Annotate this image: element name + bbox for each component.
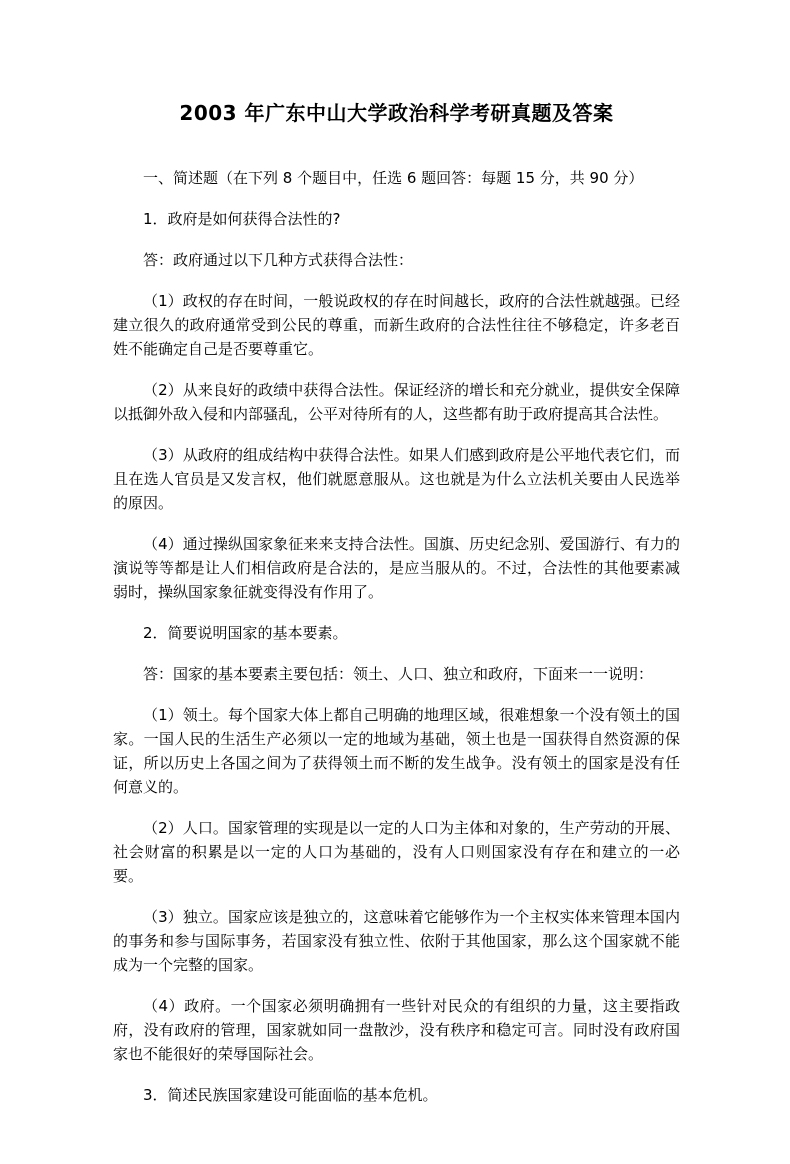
answer-1-point-2: （2）从来良好的政绩中获得合法性。保证经济的增长和充分就业，提供安全保障以抵御外敌入侵和内部骚乱，公平对待所有的人，这些都有助于政府提高其合法性。: [113, 381, 680, 423]
question-1: 1．政府是如何获得合法性的?: [143, 210, 341, 228]
question-2: 2．简要说明国家的基本要素。: [143, 624, 348, 642]
answer-1-point-3: （3）从政府的组成结构中获得合法性。如果人们感到政府是公平地代表它们，而且在选人官员是又发言权，他们就愿意服从。这也就是为什么立法机关要由人民选举的原因。: [113, 446, 680, 512]
answer-2-point-3: （3）独立。国家应该是独立的，这意味着它能够作为一个主权实体来管理本国内的事务和参与国际事务，若国家没有独立性、依附于其他国家，那么这个国家就不能成为一个完整的国家。: [113, 908, 680, 974]
answer-2-intro: 答：国家的基本要素主要包括：领土、人口、独立和政府，下面来一一说明：: [143, 665, 654, 683]
document-title: 2003 年广东中山大学政治科学考研真题及答案: [179, 101, 614, 125]
answer-1-intro: 答：政府通过以下几种方式获得合法性：: [143, 251, 414, 269]
answer-2-point-4: （4）政府。一个国家必须明确拥有一些针对民众的有组织的力量，这主要指政府，没有政府的管理，国家就如同一盘散沙，没有秩序和稳定可言。同时没有政府国家也不能很好的荣辱国际社会。: [113, 997, 680, 1063]
answer-2-point-2: （2）人口。国家管理的实现是以一定的人口为主体和对象的，生产劳动的开展、社会财富的积累是以一定的人口为基础的，没有人口则国家没有存在和建立的一必要。: [113, 819, 680, 885]
question-3: 3．简述民族国家建设可能面临的基本危机。: [143, 1086, 438, 1104]
answer-1-point-4: （4）通过操纵国家象征来来支持合法性。国旗、历史纪念别、爱国游行、有力的演说等等都是让人们相信政府是合法的，是应当服从的。不过，合法性的其他要素减弱时，操纵国家象征就变得没有作用了。: [113, 535, 680, 601]
answer-1-point-1: （1）政权的存在时间，一般说政权的存在时间越长，政府的合法性就越强。已经建立很久的政府通常受到公民的尊重，而新生政府的合法性往往不够稳定，许多老百姓不能确定自己是否要尊重它。: [113, 292, 680, 358]
section-heading: 一、简述题（在下列 8 个题目中，任选 6 题回答：每题 15 分，共 90 分）: [143, 169, 644, 187]
answer-2-point-1: （1）领土。每个国家大体上都自己明确的地理区域，很难想象一个没有领土的国家。一国人民的生活生产必须以一定的地域为基础，领土也是一国获得自然资源的保证，所以历史上各国之间为了获得领土而不断的发生战争。没有领土的国家是没有任何意义的。: [113, 706, 680, 796]
